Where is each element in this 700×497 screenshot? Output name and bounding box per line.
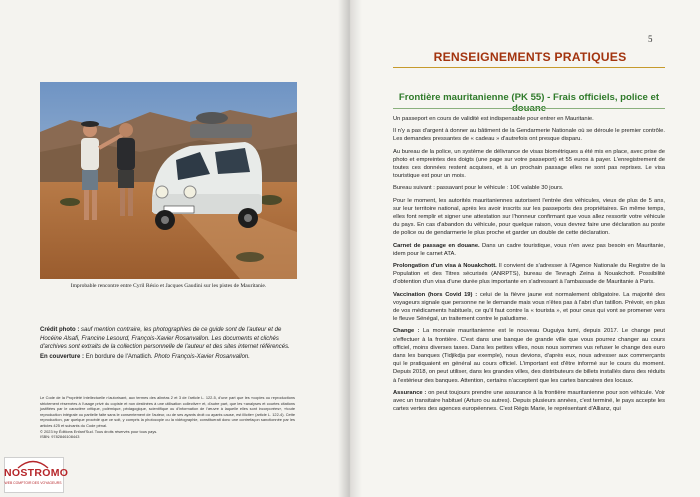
paragraph-text: Il convient de s'adresser à l'Agence Nationale du Registre de la Population et des Titres sécurisés (ANRPTS), bureau de Tevragh Zeina à Nouakchott. Possibilité d'obtention d'un visa d'une durée plus importante en s'adressant à l'ambassade de Mauritanie à Paris. xyxy=(393,263,666,286)
paragraph xyxy=(393,242,665,258)
paragraph-lead: Prolongation d'un visa à Nouakchott. xyxy=(393,263,497,270)
paragraph xyxy=(393,115,665,123)
cover-photo xyxy=(40,82,297,279)
legal-copyright-line: © 2023 by Éditions Enfant'Sud. Tous droits réservés pour tous pays. xyxy=(40,428,158,434)
legal-isbn: ISBN: 9782846108443 xyxy=(40,434,80,440)
nostromo-logo xyxy=(4,457,69,491)
section-rule xyxy=(393,67,665,68)
paragraph-text: Dans un cadre touristique, vous n'en avez pas besoin en Mauritanie, idem pour le carnet ATA. xyxy=(393,242,665,257)
article-body xyxy=(393,115,665,418)
logo-tagline: WEB COMPTOIR DES VOYAGEURS xyxy=(4,481,62,485)
paragraph xyxy=(393,148,665,181)
photo-caption: Improbable rencontre entre Cyril Résio et Jacques Gaudini sur les pistes de Mauritanie. xyxy=(70,283,267,289)
paragraph-lead: Carnet de passage en douane. xyxy=(393,242,480,249)
paragraph-text: Au bureau de la police, un système de délivrance de visas biométriques a été mis en place, avec prise de photo et empreintes des doigts (une page sur votre passeport) et 55 euros à payer. L'enregistrement de toutes ces données restent acquises, et à un prochain passage elles ne sont pas reprises. Le visa touristique est pour un mois. xyxy=(393,148,665,180)
photo-credit-label: Crédit photo : xyxy=(40,327,80,333)
paragraph xyxy=(393,184,665,192)
paragraph xyxy=(393,291,665,324)
photo-credit-paragraph xyxy=(40,326,295,352)
paragraph-lead: Change : xyxy=(393,328,420,335)
paragraph-text: Un passeport en cours de validité est indispensable pour entrer en Mauritanie. xyxy=(393,116,594,122)
book-gutter xyxy=(338,0,362,497)
paragraph xyxy=(393,197,665,238)
paragraph-text: Il n'y a pas d'argent à donner au bâtiment de la Gendarmerie Nationale où se déroule le premier contrôle. Les demandes pressantes de « cadeau » d'autrefois ont presque disparu. xyxy=(393,128,665,143)
paragraph xyxy=(393,127,665,143)
paragraph-lead: Assurance : xyxy=(393,389,427,396)
paragraph-lead: Vaccination (hors Covid 19) : xyxy=(393,291,478,298)
paragraph-text: La monnaie mauritanienne est le nouveau Ouguiya tumi, depuis 2017. Le change peut s'effectuer à la frontière. C'est dans une banque de grande ville que vous pourrez changer au cours officiel, moins diverses taxes. Dans les petites villes, nous nous sommes vus refuser le change des euro dans les banques (Tidjikdja par exemple), nous devions, d'après eux, nous adresser aux commerçants qui le pratiquaient en général au cours officiel. L'important est d'être informé sur le cours du moment. Depuis 2018, on peut utiliser, dans les grandes villes, des distributeurs de billets installés dans des réduits à l'extérieur des banques. Attention, certains n'acceptent que les cartes bancaires des locaux. xyxy=(393,328,665,384)
paragraph xyxy=(393,327,665,384)
article-title: Frontière mauritanienne (PK 55) - Frais officiels, police et xyxy=(398,92,660,103)
page-number: 5 xyxy=(648,34,653,44)
article-rule xyxy=(393,108,665,109)
legal-copyright-law: Le Code de la Propriété Intellectuelle n'autorisant, aux termes des alinéas 2 et 3 de l'article L. 122-5, d'une part que les «copies ou reproductions strictement réservées à l'usage privé du copiste et non destinées à une utilisation collective» et, d'autre part, que les «analyses et courtes citations justifiées par le caractère critique, polémique, pédagogique, scientifique ou d'information de l'œuvre à laquelle elles sont incorporées», «toute reproduction intégrale ou partielle faite sans le consentement de l'auteur, ou de ses ayants droit ou ayants cause, est illicite» (article L. 122-4). Cette reproduction, par quelque procédé que ce soit, y compris la photocopie ou la vidéographie, constituerait donc une contrefaçon sanctionnée par les articles 425 et suivants du Code pénal. xyxy=(40,395,295,428)
section-title: RENSEIGNEMENTS PRATIQUES xyxy=(433,50,627,64)
cover-credit-paragraph xyxy=(40,353,295,362)
paragraph-text: celui de la fièvre jaune est normalement obligatoire. La majorité des voyageurs signale que personne ne le demande mais vous n'êtes pas à l'abri d'un tatillon. Prévoir, en plus de vos médicaments habituels, ce qu'il faut contre la « tourista », et pour ceux qui vont se promener vers le fleuve Sénégal, un traitement contre le paludisme. xyxy=(393,291,665,323)
desert-car-photo-image xyxy=(40,82,297,279)
cover-credit-text: En bordure de l'Amatlich. xyxy=(85,353,153,360)
paragraph-text: Bureau suivant : passavant pour le véhicule : 10€ valable 30 jours. xyxy=(393,185,564,192)
paragraph xyxy=(393,389,665,414)
logo-name: NOSTROMO xyxy=(4,467,69,479)
paragraph-text: Pour le moment, les autorités mauritaniennes autorisent l'entrée des véhicules, vieux de plus de 5 ans, sur leur territoire national, après les avoir inscrits sur les passeports des propriétaires. En même temps, elles font remplir et signer une attestation sur l'honneur confirmant que vous allez ressortir votre véhicule du pays. En cas d'abandon du véhicule, pour quelque raison, vous devrez faire une déclaration au poste de police ou de gendarmerie le plus proche et garder un double de cette déclaration. xyxy=(393,197,665,237)
photo-credit-text: sauf mention contraire, les photographies de ce guide sont de l'auteur et de Hocéine Alsafi, Francine Lesourd, François-Xavier Rosanvallon. Les documents et clichés d'archives sont extraits de la collection personnelle de l'auteur et des sites internet référencés. xyxy=(40,327,290,351)
paragraph xyxy=(393,262,665,287)
cover-credit-label: En couverture : xyxy=(40,353,85,360)
cover-credit-photographer: Photo François-Xavier Rosanvallon. xyxy=(154,353,250,360)
legal-notice xyxy=(40,395,295,440)
paragraph-text: on peut toujours prendre une assurance à la frontière mauritanienne pour son véhicule. Voir avec un transitaire habituel (Arturo ou autres). Depuis plusieurs années, c'est terminé, le pays accepte les cartes vertes des agences européennes. C'est Régis Marie, le représentant d'Allianz, qui xyxy=(393,389,666,413)
credits-block xyxy=(40,326,295,362)
